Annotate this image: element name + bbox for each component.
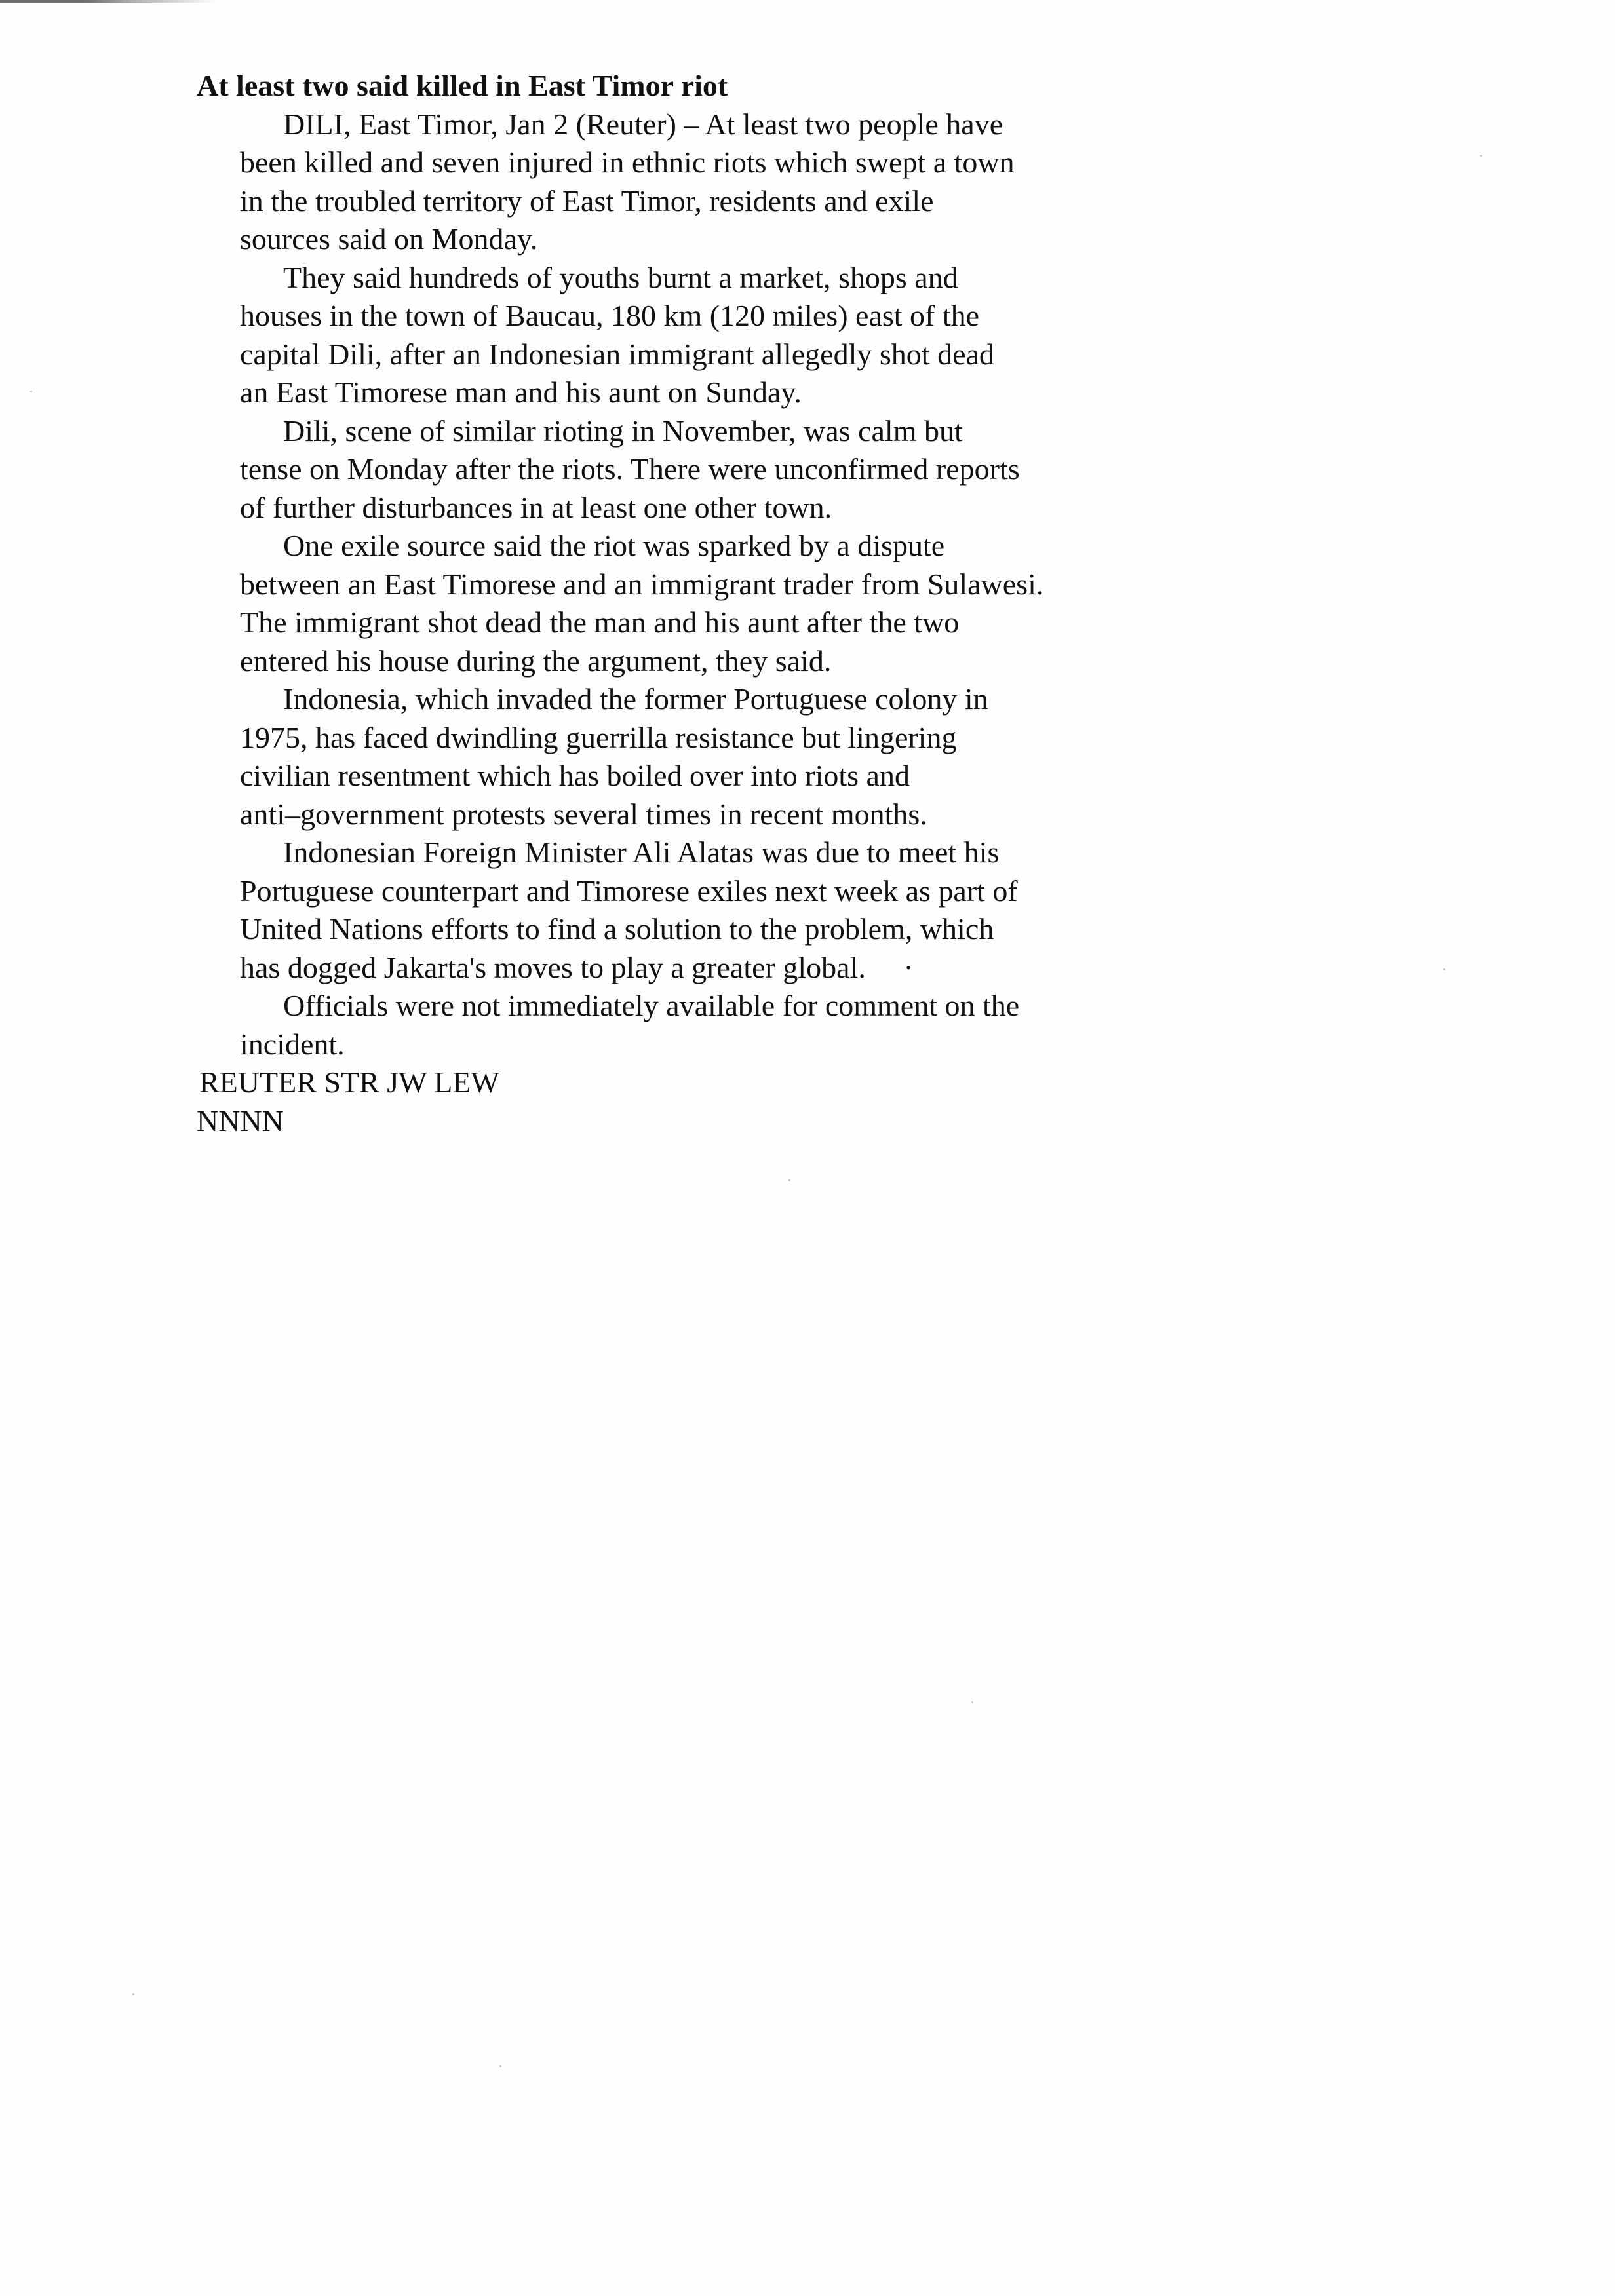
scan-speck: [499, 2065, 501, 2067]
scan-edge-mark: [0, 0, 216, 3]
article-paragraph: [197, 527, 1127, 680]
news-article: [197, 67, 1127, 1140]
article-paragraph: [197, 833, 1127, 987]
paragraph-line: capital Dili, after an Indonesian immigrant allegedly shot dead: [240, 337, 994, 371]
paragraph-line: of further disturbances in at least one other town.: [240, 490, 832, 524]
paragraph-line: They said hundreds of youths burnt a market, shops and: [283, 260, 958, 294]
article-paragraph: [197, 259, 1127, 412]
scan-speck: [788, 1179, 790, 1181]
article-paragraph: [197, 105, 1127, 259]
paragraph-line: an East Timorese man and his aunt on Sunday.: [240, 375, 802, 409]
paragraph-line: One exile source said the riot was sparked by a dispute: [283, 529, 945, 562]
scan-speck: [132, 1993, 134, 1995]
wire-signoff: REUTER STR JW LEW: [199, 1065, 499, 1099]
paragraph-line: Indonesia, which invaded the former Portuguese colony in: [283, 682, 988, 716]
paragraph-line: civilian resentment which has boiled over into riots and: [240, 759, 910, 792]
paragraph-line: houses in the town of Baucau, 180 km (120 miles) east of the: [240, 299, 980, 332]
paragraph-line: United Nations efforts to find a solution to the problem, which: [240, 912, 994, 946]
article-paragraph: [197, 680, 1127, 833]
article-headline: At least two said killed in East Timor riot: [197, 69, 728, 102]
paragraph-line: between an East Timorese and an immigrant trader from Sulawesi.: [240, 567, 1044, 601]
wire-end-marker: NNNN: [197, 1103, 284, 1138]
paragraph-line: Indonesian Foreign Minister Ali Alatas was due to meet his: [283, 835, 1000, 869]
paragraph-line: in the troubled territory of East Timor, residents and exile: [240, 183, 934, 218]
paragraph-line: Portuguese counterpart and Timorese exiles next week as part of: [240, 873, 1018, 908]
paragraph-line: sources said on Monday.: [240, 222, 538, 256]
paragraph-line: The immigrant shot dead the man and his aunt after the two: [240, 605, 960, 639]
article-paragraph: [197, 412, 1127, 527]
paragraph-line: anti–government protests several times in recent months.: [240, 797, 927, 831]
article-paragraph: [197, 987, 1127, 1063]
paragraph-line: 1975, has faced dwindling guerrilla resistance but lingering: [240, 720, 957, 754]
paragraph-line: Dili, scene of similar rioting in November, was calm but: [283, 413, 963, 448]
scan-speck: [30, 391, 32, 392]
scan-speck: [971, 1701, 973, 1703]
scan-speck: [1443, 968, 1445, 970]
scan-speck: [1480, 155, 1482, 157]
paragraph-line: DILI, East Timor, Jan 2 (Reuter) – At least two people have: [283, 107, 1003, 141]
paragraph-line: has dogged Jakarta's moves to play a greater global. ·: [240, 950, 914, 984]
paragraph-line: tense on Monday after the riots. There were unconfirmed reports: [240, 452, 1020, 486]
paragraph-line: incident.: [240, 1027, 345, 1061]
paragraph-line: entered his house during the argument, they said.: [240, 643, 832, 678]
paragraph-line: Officials were not immediately available for comment on the: [283, 989, 1020, 1022]
paragraph-line: been killed and seven injured in ethnic riots which swept a town: [240, 145, 1015, 179]
